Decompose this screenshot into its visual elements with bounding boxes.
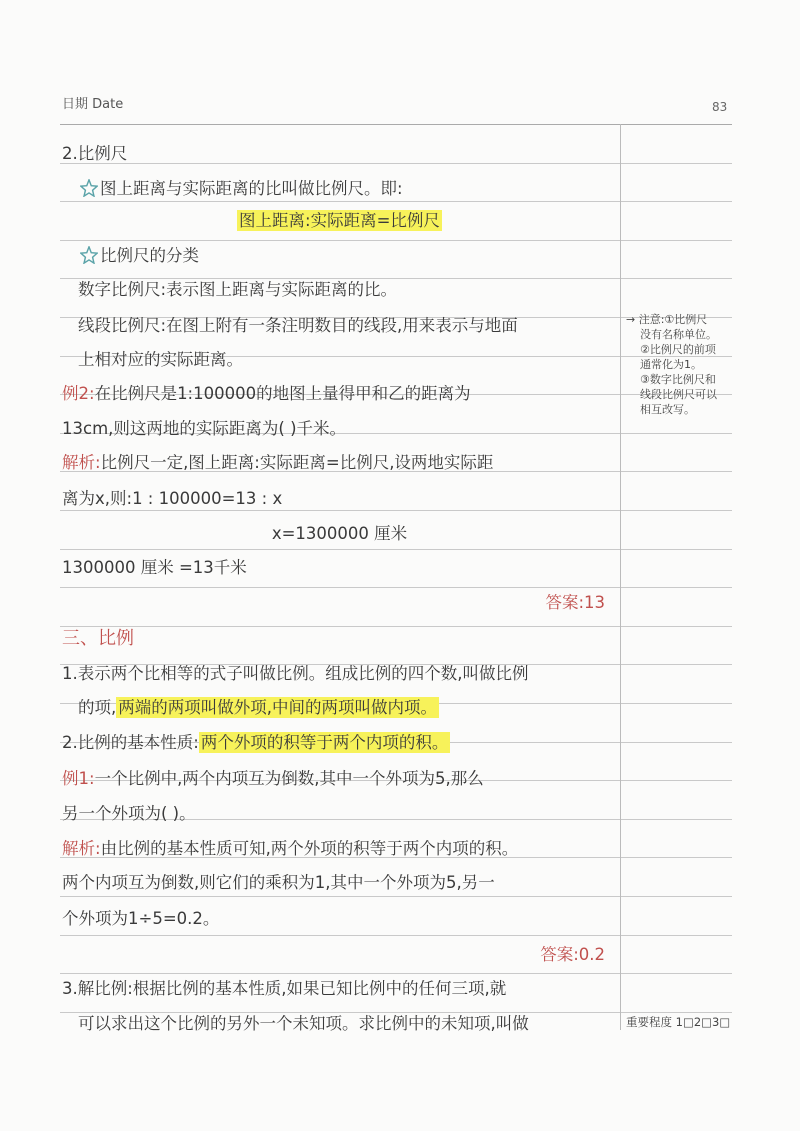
line-text: 数字比例尺:表示图上距离与实际距离的比。 bbox=[78, 280, 398, 299]
line-text: 1.表示两个比相等的式子叫做比例。组成比例的四个数,叫做比例 bbox=[62, 664, 529, 683]
note-line bbox=[62, 628, 617, 650]
note-line bbox=[62, 872, 617, 894]
side-note bbox=[626, 312, 717, 417]
date-label: 日期 Date bbox=[62, 97, 124, 112]
side-note-line: 线段比例尺可以 bbox=[640, 388, 717, 401]
line-text: 由比例的基本性质可知,两个外项的积等于两个内项的积。 bbox=[100, 839, 519, 858]
line-text: 的项, bbox=[78, 698, 117, 717]
importance-rating bbox=[626, 1014, 730, 1030]
note-line bbox=[78, 697, 633, 719]
line-text: 1300000 厘米 =13千米 bbox=[62, 558, 247, 577]
note-line bbox=[62, 978, 617, 1000]
ruled-line bbox=[60, 587, 732, 588]
side-note-line: ②比例尺的前项 bbox=[640, 343, 716, 356]
note-line bbox=[62, 143, 617, 165]
line-text: 两个内项互为倒数,则它们的乘积为1,其中一个外项为5,另一 bbox=[62, 873, 495, 892]
page-number: 83 bbox=[712, 100, 728, 114]
line-text: 一个比例中,两个内项互为倒数,其中一个外项为5,那么 bbox=[94, 769, 484, 788]
line-text: 图上距离与实际距离的比叫做比例尺。即: bbox=[100, 179, 403, 198]
line-text: 比例尺的分类 bbox=[100, 246, 199, 265]
line-text: 比例尺一定,图上距离:实际距离=比例尺,设两地实际距 bbox=[100, 453, 494, 472]
note-line bbox=[62, 803, 617, 825]
highlighted-text: 两个外项的积等于两个内项的积。 bbox=[200, 733, 449, 752]
note-line bbox=[78, 349, 633, 371]
note-line bbox=[78, 1013, 633, 1035]
highlighted-text: 两端的两项叫做外项,中间的两项叫做内项。 bbox=[118, 698, 437, 717]
note-line bbox=[62, 210, 617, 232]
line-text: 13cm,则这两地的实际距离为( )千米。 bbox=[62, 419, 347, 438]
note-line bbox=[62, 732, 617, 754]
line-label: 例1: bbox=[62, 769, 95, 788]
section-heading: 三、比例 bbox=[62, 628, 134, 649]
ruled-line bbox=[60, 626, 732, 627]
note-line bbox=[62, 418, 617, 440]
line-label: 解析: bbox=[62, 453, 101, 472]
importance-label: 重要程度 bbox=[626, 1015, 672, 1029]
side-note-line: 没有名称单位。 bbox=[640, 328, 717, 341]
note-line bbox=[62, 523, 617, 545]
side-note-line: 通常化为1。 bbox=[640, 358, 702, 371]
line-text: 离为x,则:1 : 100000=13 : x bbox=[62, 489, 283, 508]
note-line bbox=[62, 557, 617, 579]
ruled-line bbox=[60, 124, 732, 125]
star-icon bbox=[80, 179, 98, 197]
side-note-line: → 注意:①比例尺 bbox=[626, 313, 708, 326]
highlighted-formula: 图上距离:实际距离=比例尺 bbox=[239, 211, 440, 230]
line-text: x=1300000 厘米 bbox=[271, 524, 408, 543]
note-line bbox=[80, 245, 635, 267]
line-text: 个外项为1÷5=0.2。 bbox=[62, 909, 220, 928]
answer-text: 答案:13 bbox=[545, 593, 605, 612]
ruled-line bbox=[60, 549, 732, 550]
line-label: 解析: bbox=[62, 839, 101, 858]
line-text: 线段比例尺:在图上附有一条注明数目的线段,用来表示与地面 bbox=[78, 316, 518, 335]
note-line bbox=[62, 768, 617, 790]
line-text: 可以求出这个比例的另外一个未知项。求比例中的未知项,叫做 bbox=[78, 1014, 529, 1033]
ruled-line bbox=[60, 896, 732, 897]
answer-text: 答案:0.2 bbox=[540, 945, 605, 964]
line-text: 上相对应的实际距离。 bbox=[78, 350, 243, 369]
note-line bbox=[62, 592, 605, 614]
line-label: 例2: bbox=[62, 384, 95, 403]
note-line bbox=[62, 452, 617, 474]
note-line bbox=[62, 663, 617, 685]
line-text: 在比例尺是1:100000的地图上量得甲和乙的距离为 bbox=[94, 384, 471, 403]
ruled-line bbox=[60, 510, 732, 511]
note-line bbox=[62, 838, 617, 860]
ruled-line bbox=[60, 935, 732, 936]
line-text: 另一个外项为( )。 bbox=[62, 804, 196, 823]
note-line bbox=[62, 908, 617, 930]
ruled-line bbox=[60, 201, 732, 202]
side-note-line: ③数字比例尺和 bbox=[640, 373, 716, 386]
note-line bbox=[62, 488, 617, 510]
line-text: 2.比例的基本性质: bbox=[62, 733, 199, 752]
note-line bbox=[80, 178, 635, 200]
star-icon bbox=[80, 246, 98, 264]
line-text: 3.解比例:根据比例的基本性质,如果已知比例中的任何三项,就 bbox=[62, 979, 507, 998]
importance-levels: 1□2□3□ bbox=[675, 1015, 731, 1029]
ruled-line bbox=[60, 240, 732, 241]
side-note-line: 相互改写。 bbox=[640, 403, 695, 416]
ruled-line bbox=[60, 973, 732, 974]
note-line bbox=[78, 315, 633, 337]
note-line bbox=[62, 944, 605, 966]
note-line bbox=[62, 383, 617, 405]
line-text: 2.比例尺 bbox=[62, 144, 128, 163]
note-line bbox=[78, 279, 633, 301]
